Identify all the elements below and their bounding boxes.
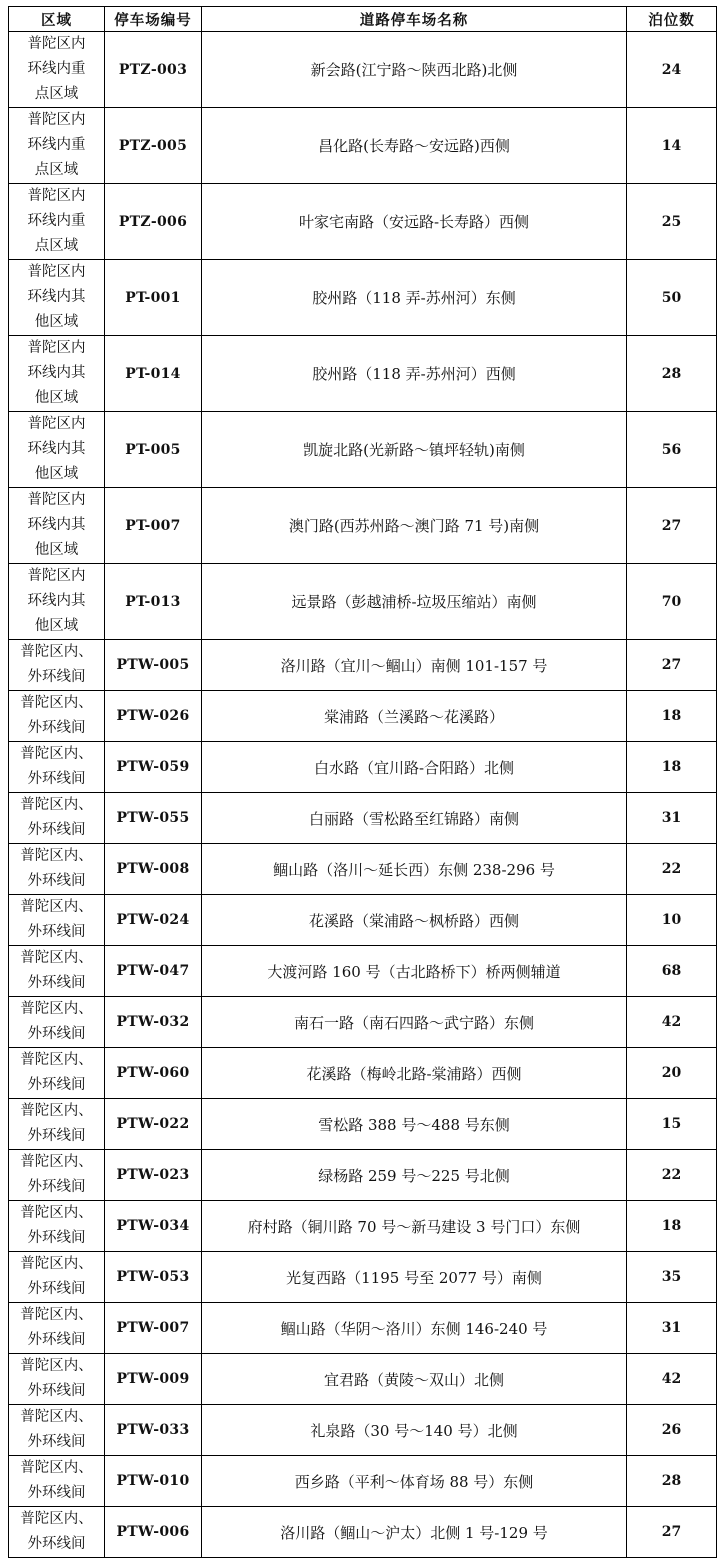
cell-spaces: 27 bbox=[627, 640, 717, 691]
area-line: 普陀区内、 bbox=[20, 950, 93, 966]
area-line: 普陀区内 bbox=[27, 264, 86, 280]
cell-code: PTW-009 bbox=[105, 1354, 202, 1405]
area-line: 外环线间 bbox=[27, 924, 86, 940]
area-line: 普陀区内、 bbox=[20, 1358, 93, 1374]
area-line: 点区域 bbox=[34, 238, 79, 254]
area-line: 外环线间 bbox=[27, 822, 86, 838]
cell-name: 花溪路（棠浦路～枫桥路）西侧 bbox=[202, 895, 627, 946]
area-line: 普陀区内、 bbox=[20, 1205, 93, 1221]
cell-spaces: 68 bbox=[627, 946, 717, 997]
cell-spaces: 26 bbox=[627, 1405, 717, 1456]
area-line: 普陀区内、 bbox=[20, 644, 93, 660]
cell-code: PT-013 bbox=[105, 564, 202, 640]
area-line: 普陀区内、 bbox=[20, 797, 93, 813]
area-line: 外环线间 bbox=[27, 873, 86, 889]
table-row bbox=[9, 412, 717, 488]
cell-area bbox=[9, 844, 105, 895]
cell-spaces: 42 bbox=[627, 1354, 717, 1405]
area-line: 普陀区内、 bbox=[20, 746, 93, 762]
area-line: 普陀区内 bbox=[27, 416, 86, 432]
cell-area bbox=[9, 1354, 105, 1405]
table-row bbox=[9, 793, 717, 844]
cell-code: PTW-032 bbox=[105, 997, 202, 1048]
area-line: 点区域 bbox=[34, 86, 79, 102]
cell-name: 洛川路（鲴山～沪太）北侧 1 号-129 号 bbox=[202, 1507, 627, 1558]
cell-area bbox=[9, 742, 105, 793]
cell-area bbox=[9, 793, 105, 844]
cell-spaces: 22 bbox=[627, 1150, 717, 1201]
area-line: 普陀区内 bbox=[27, 112, 86, 128]
area-line: 他区域 bbox=[34, 542, 79, 558]
cell-spaces: 35 bbox=[627, 1252, 717, 1303]
cell-spaces: 14 bbox=[627, 108, 717, 184]
header-code: 停车场编号 bbox=[105, 7, 202, 32]
cell-name: 光复西路（1195 号至 2077 号）南侧 bbox=[202, 1252, 627, 1303]
table-row bbox=[9, 488, 717, 564]
cell-code: PTW-053 bbox=[105, 1252, 202, 1303]
cell-area bbox=[9, 1201, 105, 1252]
area-line: 环线内重 bbox=[27, 213, 86, 229]
header-name: 道路停车场名称 bbox=[202, 7, 627, 32]
area-line: 普陀区内 bbox=[27, 492, 86, 508]
table-row bbox=[9, 184, 717, 260]
cell-spaces: 22 bbox=[627, 844, 717, 895]
cell-spaces: 56 bbox=[627, 412, 717, 488]
cell-name: 花溪路（梅岭北路-棠浦路）西侧 bbox=[202, 1048, 627, 1099]
cell-area bbox=[9, 1150, 105, 1201]
cell-spaces: 27 bbox=[627, 1507, 717, 1558]
cell-area bbox=[9, 1303, 105, 1354]
cell-name: 府村路（铜川路 70 号～新马建设 3 号门口）东侧 bbox=[202, 1201, 627, 1252]
table-row bbox=[9, 640, 717, 691]
cell-name: 白水路（宜川路-合阳路）北侧 bbox=[202, 742, 627, 793]
area-line: 外环线间 bbox=[27, 1026, 86, 1042]
cell-code: PTW-033 bbox=[105, 1405, 202, 1456]
parking-lot-table bbox=[8, 6, 717, 1558]
header-area: 区域 bbox=[9, 7, 105, 32]
area-line: 环线内其 bbox=[27, 289, 86, 305]
area-line: 环线内其 bbox=[27, 593, 86, 609]
cell-code: PTW-024 bbox=[105, 895, 202, 946]
header-spaces: 泊位数 bbox=[627, 7, 717, 32]
area-line: 外环线间 bbox=[27, 975, 86, 991]
cell-code: PTW-026 bbox=[105, 691, 202, 742]
area-line: 普陀区内、 bbox=[20, 695, 93, 711]
cell-area bbox=[9, 895, 105, 946]
cell-spaces: 24 bbox=[627, 32, 717, 108]
cell-area bbox=[9, 564, 105, 640]
table-row bbox=[9, 1099, 717, 1150]
cell-code: PTW-023 bbox=[105, 1150, 202, 1201]
area-line: 环线内其 bbox=[27, 441, 86, 457]
area-line: 他区域 bbox=[34, 618, 79, 634]
cell-code: PT-005 bbox=[105, 412, 202, 488]
cell-spaces: 20 bbox=[627, 1048, 717, 1099]
table-row bbox=[9, 1354, 717, 1405]
table-row bbox=[9, 946, 717, 997]
cell-area bbox=[9, 488, 105, 564]
cell-area bbox=[9, 1252, 105, 1303]
table-row bbox=[9, 895, 717, 946]
table-row bbox=[9, 691, 717, 742]
cell-code: PTW-055 bbox=[105, 793, 202, 844]
table-row bbox=[9, 1303, 717, 1354]
cell-name: 绿杨路 259 号～225 号北侧 bbox=[202, 1150, 627, 1201]
cell-code: PTW-006 bbox=[105, 1507, 202, 1558]
area-line: 外环线间 bbox=[27, 720, 86, 736]
table-row bbox=[9, 844, 717, 895]
table-row bbox=[9, 1456, 717, 1507]
area-line: 外环线间 bbox=[27, 1383, 86, 1399]
table-row bbox=[9, 997, 717, 1048]
area-line: 普陀区内、 bbox=[20, 1409, 93, 1425]
area-line: 外环线间 bbox=[27, 1230, 86, 1246]
cell-name: 凯旋北路(光新路～镇坪轻轨)南侧 bbox=[202, 412, 627, 488]
cell-code: PT-014 bbox=[105, 336, 202, 412]
area-line: 普陀区内、 bbox=[20, 1307, 93, 1323]
cell-name: 礼泉路（30 号～140 号）北侧 bbox=[202, 1405, 627, 1456]
area-line: 普陀区内、 bbox=[20, 1511, 93, 1527]
table-row bbox=[9, 1252, 717, 1303]
cell-spaces: 27 bbox=[627, 488, 717, 564]
cell-code: PT-007 bbox=[105, 488, 202, 564]
cell-spaces: 50 bbox=[627, 260, 717, 336]
cell-name: 鲴山路（洛川～延长西）东侧 238-296 号 bbox=[202, 844, 627, 895]
area-line: 普陀区内、 bbox=[20, 899, 93, 915]
area-line: 外环线间 bbox=[27, 1332, 86, 1348]
area-line: 外环线间 bbox=[27, 1281, 86, 1297]
area-line: 普陀区内、 bbox=[20, 1460, 93, 1476]
table-row bbox=[9, 336, 717, 412]
cell-area bbox=[9, 1507, 105, 1558]
area-line: 外环线间 bbox=[27, 1434, 86, 1450]
cell-area bbox=[9, 1048, 105, 1099]
cell-code: PTW-060 bbox=[105, 1048, 202, 1099]
cell-name: 澳门路(西苏州路～澳门路 71 号)南侧 bbox=[202, 488, 627, 564]
cell-code: PTW-022 bbox=[105, 1099, 202, 1150]
cell-name: 棠浦路（兰溪路～花溪路） bbox=[202, 691, 627, 742]
cell-code: PTW-005 bbox=[105, 640, 202, 691]
table-header-row bbox=[9, 7, 717, 32]
area-line: 普陀区内 bbox=[27, 340, 86, 356]
area-line: 外环线间 bbox=[27, 771, 86, 787]
area-line: 环线内重 bbox=[27, 137, 86, 153]
area-line: 外环线间 bbox=[27, 1485, 86, 1501]
table-row bbox=[9, 1201, 717, 1252]
table-row bbox=[9, 108, 717, 184]
area-line: 他区域 bbox=[34, 466, 79, 482]
cell-spaces: 28 bbox=[627, 336, 717, 412]
cell-spaces: 18 bbox=[627, 1201, 717, 1252]
cell-name: 洛川路（宜川～鲴山）南侧 101-157 号 bbox=[202, 640, 627, 691]
cell-name: 宜君路（黄陵～双山）北侧 bbox=[202, 1354, 627, 1405]
cell-name: 胶州路（118 弄-苏州河）东侧 bbox=[202, 260, 627, 336]
cell-spaces: 15 bbox=[627, 1099, 717, 1150]
cell-area bbox=[9, 336, 105, 412]
cell-area bbox=[9, 946, 105, 997]
area-line: 外环线间 bbox=[27, 1077, 86, 1093]
area-line: 普陀区内 bbox=[27, 188, 86, 204]
area-line: 环线内重 bbox=[27, 61, 86, 77]
cell-code: PTW-008 bbox=[105, 844, 202, 895]
cell-name: 昌化路(长寿路～安远路)西侧 bbox=[202, 108, 627, 184]
cell-name: 叶家宅南路（安远路-长寿路）西侧 bbox=[202, 184, 627, 260]
area-line: 环线内其 bbox=[27, 365, 86, 381]
cell-area bbox=[9, 640, 105, 691]
cell-code: PTW-010 bbox=[105, 1456, 202, 1507]
cell-name: 南石一路（南石四路～武宁路）东侧 bbox=[202, 997, 627, 1048]
cell-name: 大渡河路 160 号（古北路桥下）桥两侧辅道 bbox=[202, 946, 627, 997]
cell-area bbox=[9, 1456, 105, 1507]
cell-spaces: 31 bbox=[627, 793, 717, 844]
cell-area bbox=[9, 1099, 105, 1150]
cell-code: PT-001 bbox=[105, 260, 202, 336]
parking-table-container bbox=[8, 6, 716, 1558]
area-line: 外环线间 bbox=[27, 1128, 86, 1144]
area-line: 环线内其 bbox=[27, 517, 86, 533]
cell-name: 新会路(江宁路～陕西北路)北侧 bbox=[202, 32, 627, 108]
cell-name: 雪松路 388 号～488 号东侧 bbox=[202, 1099, 627, 1150]
area-line: 外环线间 bbox=[27, 1179, 86, 1195]
cell-area bbox=[9, 691, 105, 742]
cell-area bbox=[9, 997, 105, 1048]
cell-area bbox=[9, 184, 105, 260]
cell-name: 胶州路（118 弄-苏州河）西侧 bbox=[202, 336, 627, 412]
cell-name: 西乡路（平利～体育场 88 号）东侧 bbox=[202, 1456, 627, 1507]
cell-code: PTW-034 bbox=[105, 1201, 202, 1252]
cell-area bbox=[9, 412, 105, 488]
cell-area bbox=[9, 1405, 105, 1456]
cell-name: 远景路（彭越浦桥-垃圾压缩站）南侧 bbox=[202, 564, 627, 640]
area-line: 普陀区内 bbox=[27, 36, 86, 52]
cell-name: 白丽路（雪松路至红锦路）南侧 bbox=[202, 793, 627, 844]
cell-area bbox=[9, 108, 105, 184]
cell-spaces: 18 bbox=[627, 691, 717, 742]
table-row bbox=[9, 1048, 717, 1099]
cell-spaces: 28 bbox=[627, 1456, 717, 1507]
area-line: 普陀区内、 bbox=[20, 1001, 93, 1017]
table-row bbox=[9, 1405, 717, 1456]
cell-code: PTZ-003 bbox=[105, 32, 202, 108]
cell-name: 鲴山路（华阴～洛川）东侧 146-240 号 bbox=[202, 1303, 627, 1354]
cell-spaces: 18 bbox=[627, 742, 717, 793]
cell-spaces: 31 bbox=[627, 1303, 717, 1354]
table-body bbox=[9, 32, 717, 1558]
cell-spaces: 70 bbox=[627, 564, 717, 640]
area-line: 他区域 bbox=[34, 314, 79, 330]
area-line: 普陀区内 bbox=[27, 568, 86, 584]
table-row bbox=[9, 1507, 717, 1558]
cell-spaces: 25 bbox=[627, 184, 717, 260]
cell-code: PTW-007 bbox=[105, 1303, 202, 1354]
area-line: 普陀区内、 bbox=[20, 1103, 93, 1119]
table-row bbox=[9, 564, 717, 640]
area-line: 外环线间 bbox=[27, 669, 86, 685]
area-line: 他区域 bbox=[34, 390, 79, 406]
cell-spaces: 10 bbox=[627, 895, 717, 946]
area-line: 普陀区内、 bbox=[20, 848, 93, 864]
area-line: 普陀区内、 bbox=[20, 1256, 93, 1272]
cell-area bbox=[9, 32, 105, 108]
cell-code: PTZ-005 bbox=[105, 108, 202, 184]
area-line: 外环线间 bbox=[27, 1536, 86, 1552]
cell-area bbox=[9, 260, 105, 336]
table-row bbox=[9, 260, 717, 336]
cell-spaces: 42 bbox=[627, 997, 717, 1048]
table-row bbox=[9, 742, 717, 793]
cell-code: PTW-059 bbox=[105, 742, 202, 793]
cell-code: PTW-047 bbox=[105, 946, 202, 997]
area-line: 点区域 bbox=[34, 162, 79, 178]
cell-code: PTZ-006 bbox=[105, 184, 202, 260]
table-row bbox=[9, 1150, 717, 1201]
area-line: 普陀区内、 bbox=[20, 1052, 93, 1068]
table-row bbox=[9, 32, 717, 108]
area-line: 普陀区内、 bbox=[20, 1154, 93, 1170]
